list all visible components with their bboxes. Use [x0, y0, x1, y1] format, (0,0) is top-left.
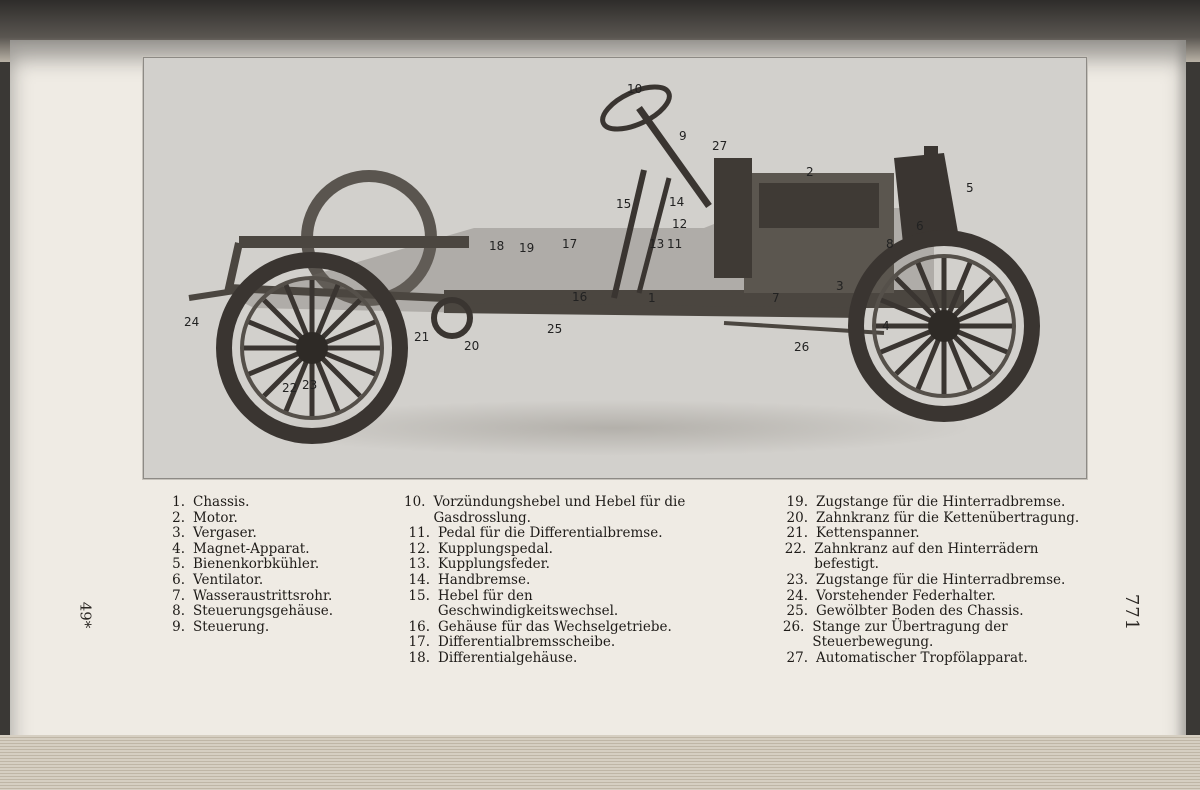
diagram-callout-label: 13: [649, 237, 665, 251]
legend-text: Hebel für den Geschwindigkeitswechsel.: [437, 587, 619, 620]
legend-text: Bienenkorbkühler.: [193, 556, 320, 573]
diagram-callout-label: 26: [794, 340, 810, 354]
legend-item: [404, 651, 716, 667]
legend-number: 24.: [786, 587, 808, 604]
diagram-callout-label: 11: [667, 237, 683, 251]
diagram-callout-label: 3: [836, 279, 844, 293]
legend-text: Steuerungsgehäuse.: [193, 603, 334, 620]
legend-text: Vorzündungshebel und Hebel für die Gasdrosslung.: [433, 494, 686, 526]
legend-item: [163, 542, 333, 558]
diagram-callout-label: 23: [302, 378, 318, 392]
legend-number: 8.: [172, 603, 185, 620]
legend-item: [163, 526, 333, 542]
diagram-callout-label: 10: [627, 82, 643, 96]
diagram-callout-label: 6: [916, 219, 924, 233]
legend-number: 11.: [408, 525, 430, 542]
legend-text: Vorstehender Federhalter.: [816, 587, 996, 604]
legend-number: 6.: [172, 571, 185, 588]
legend-number: 12.: [408, 540, 430, 557]
legend-number: 1.: [172, 494, 185, 510]
chassis-drawing: [144, 58, 1086, 478]
legend-number: 22.: [784, 540, 807, 557]
legend-text: Ventilator.: [193, 571, 264, 588]
diagram-callout-label: 19: [519, 241, 535, 255]
legend-item: [404, 589, 716, 620]
legend-text: Zugstange für die Hinterradbremse.: [816, 494, 1066, 510]
legend-text: Kettenspanner.: [816, 525, 920, 542]
legend-number: 5.: [172, 556, 185, 573]
diagram-callout-label: 18: [489, 239, 505, 253]
legend-text: Pedal für die Differentialbremse.: [438, 525, 663, 542]
legend-number: 23.: [786, 571, 808, 588]
legend-text: Magnet-Apparat.: [193, 540, 310, 557]
legend-item: [404, 526, 716, 542]
legend-number: 21.: [786, 525, 808, 542]
diagram-callout-label: 27: [712, 139, 728, 153]
legend-item: [163, 604, 333, 620]
diagram-callout-label: 2: [806, 165, 814, 179]
legend-number: 20.: [786, 509, 808, 526]
legend-text: Motor.: [193, 509, 238, 526]
chassis-illustration: [143, 57, 1087, 479]
legend-text: Vergaser.: [193, 525, 257, 542]
legend-text: Differentialgehäuse.: [438, 649, 578, 666]
legend-number: 25.: [786, 603, 808, 620]
legend-text: Wasseraustrittsrohr.: [193, 587, 333, 604]
book-page-edges: [0, 735, 1200, 790]
legend-item: [782, 511, 1088, 527]
legend-number: 3.: [172, 525, 185, 542]
legend-number: 10.: [404, 494, 426, 510]
diagram-callout-label: 5: [966, 181, 974, 195]
legend-text: Zugstange für die Hinterradbremse.: [816, 571, 1066, 588]
legend-item: [163, 620, 333, 636]
diagram-callout-label: 9: [679, 129, 687, 143]
diagram-callout-label: 20: [464, 339, 480, 353]
legend-column-1: [163, 495, 333, 635]
legend-text: Gewölbter Boden des Chassis.: [816, 603, 1024, 620]
diagram-callout-label: 16: [572, 290, 588, 304]
legend-number: 14.: [408, 571, 430, 588]
legend-item: [782, 589, 1088, 605]
legend-item: [404, 635, 716, 651]
diagram-callout-label: 25: [547, 322, 563, 336]
legend-item: [404, 542, 716, 558]
legend-column-2: [404, 495, 716, 667]
legend-number: 26.: [782, 618, 805, 635]
diagram-callout-label: 21: [414, 330, 430, 344]
legend-item: [782, 604, 1088, 620]
legend-item: [782, 651, 1088, 667]
diagram-callout-label: 14: [669, 195, 685, 209]
legend-text: Chassis.: [193, 494, 250, 510]
diagram-callout-label: 24: [184, 315, 200, 329]
legend-item: [404, 573, 716, 589]
legend-number: 16.: [408, 618, 430, 635]
legend-text: Steuerung.: [193, 618, 270, 635]
legend-number: 13.: [408, 556, 430, 573]
legend-item: [782, 495, 1088, 511]
diagram-callout-label: 15: [616, 197, 632, 211]
legend-item: [404, 557, 716, 573]
legend-number: 2.: [172, 509, 185, 526]
legend-item: [782, 573, 1088, 589]
legend-text: Stange zur Übertragung der Steuerbewegung.: [812, 618, 1008, 651]
legend-item: [163, 511, 333, 527]
legend-text: Zahnkranz für die Kettenübertragung.: [816, 509, 1080, 526]
legend-number: 19.: [786, 494, 808, 510]
legend-number: 9.: [172, 618, 185, 635]
legend-text: Gehäuse für das Wechselgetriebe.: [438, 618, 672, 635]
diagram-callout-label: 22: [282, 381, 298, 395]
legend-number: 18.: [408, 649, 430, 666]
legend-number: 7.: [172, 587, 185, 604]
legend-item: [782, 542, 1088, 573]
legend-text: Automatischer Tropfölapparat.: [816, 649, 1028, 666]
diagram-callout-label: 12: [672, 217, 688, 231]
legend-number: 15.: [408, 587, 430, 604]
legend-item: [163, 573, 333, 589]
legend-item: [782, 526, 1088, 542]
legend-item: [163, 495, 333, 511]
diagram-callout-label: 8: [886, 237, 894, 251]
legend-item: [404, 620, 716, 636]
legend-text: Zahnkranz auf den Hinterrädern befestigt.: [814, 540, 1039, 573]
page-number-left: 49*: [76, 601, 95, 629]
diagram-callout-label: 1: [648, 291, 656, 305]
legend-item: [163, 557, 333, 573]
diagram-callout-label: 17: [562, 237, 578, 251]
diagram-callout-label: 7: [772, 291, 780, 305]
legend-column-3: [782, 495, 1088, 667]
legend-item: [163, 589, 333, 605]
legend-text: Kupplungsfeder.: [438, 556, 550, 573]
legend-number: 17.: [408, 634, 430, 651]
diagram-callout-label: 4: [882, 319, 890, 333]
legend-item: [404, 495, 716, 526]
page-number-right: 771: [1121, 593, 1143, 632]
legend-text: Handbremse.: [438, 571, 531, 588]
legend-text: Differentialbremsscheibe.: [438, 634, 616, 651]
legend-number: 27.: [786, 649, 808, 666]
legend-item: [782, 620, 1088, 651]
legend-number: 4.: [172, 540, 185, 557]
legend-text: Kupplungspedal.: [438, 540, 553, 557]
